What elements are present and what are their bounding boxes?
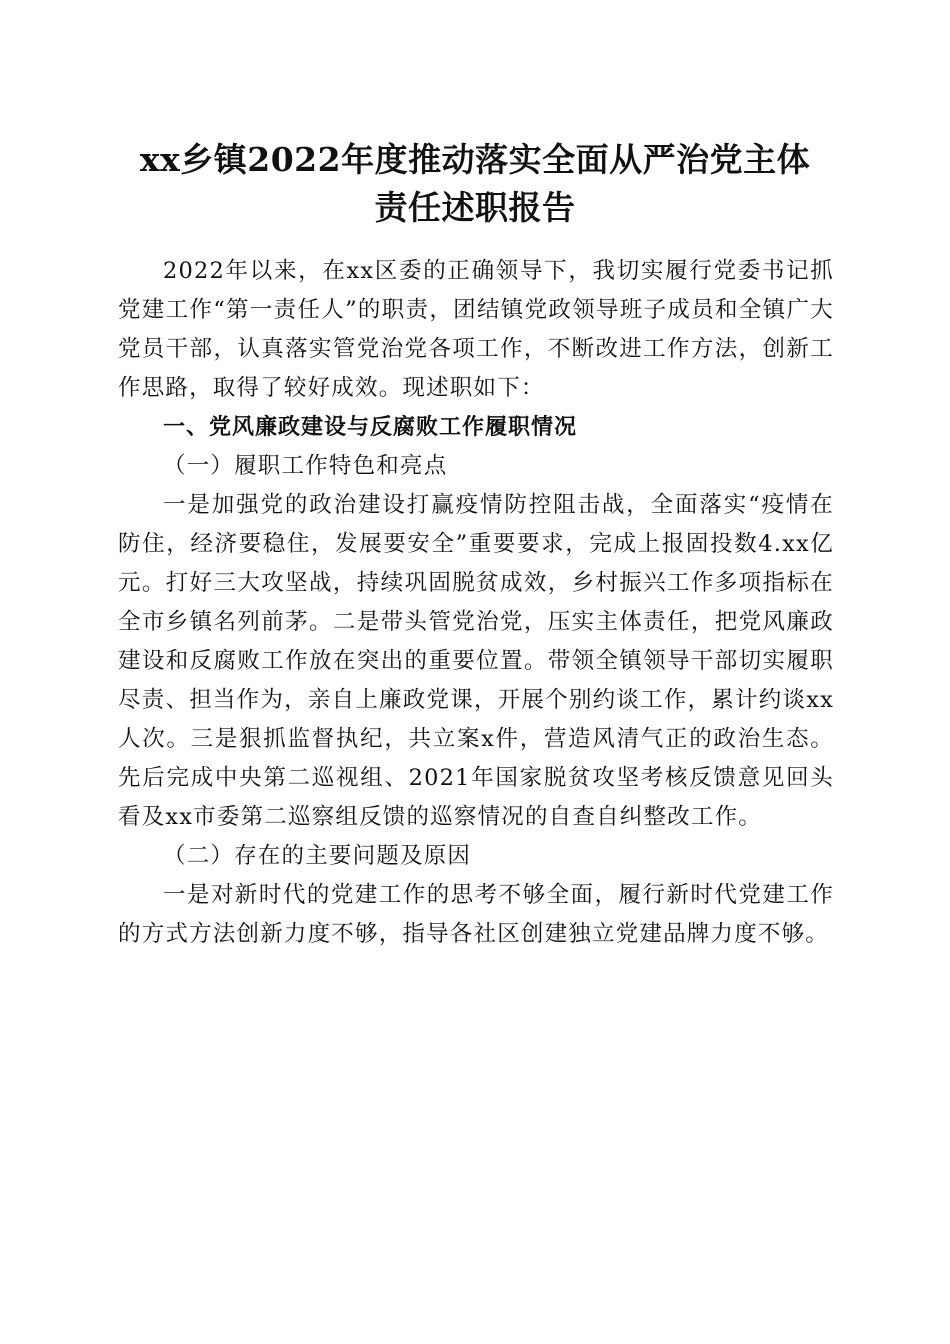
title-line-2: 责任述职报告	[374, 188, 576, 227]
subsection-heading-2: （二）存在的主要问题及原因	[163, 843, 472, 869]
section-heading-1: 一、党风廉政建设与反腐败工作履职情况	[163, 415, 578, 440]
title-line-1: xx乡镇2022年度推动落实全面从严治党主体	[139, 140, 811, 179]
intro-paragraph: 2022年以来，在xx区委的正确领导下，我切实履行党委书记抓党建工作“第一责任人”的职责，团结镇党政领导班子成员和全镇广大党员干部，认真落实管党治党各项工作，不断改进工作方法，创新工作思路，取得了较好成效。现述职如下：	[118, 258, 834, 401]
document-title	[110, 136, 840, 232]
subsection-heading-1: （一）履职工作特色和亮点	[163, 453, 448, 479]
subsection-body-1: 一是加强党的政治建设打赢疫情防控阻击战，全面落实“疫情在防住，经济要稳住，发展要安全”重要要求，完成上报固投数4.xx亿元。打好三大攻坚战，持续巩固脱贫成效，乡村振兴工作多项指标在全市乡镇名列前茅。二是带头管党治党，压实主体责任，把党风廉政建设和反腐败工作放在突出的重要位置。带领全镇领导干部切实履职尽责、担当作为，亲自上廉政党课，开展个别约谈工作，累计约谈xx人次。三是狠抓监督执纪，共立案x件，营造风清气正的政治生态。先后完成中央第二巡视组、2021年国家脱贫攻坚考核反馈意见回头看及xx市委第二巡察组反馈的巡察情况的自查自纠整改工作。	[118, 492, 834, 830]
subsection-body-2: 一是对新时代的党建工作的思考不够全面，履行新时代党建工作的方式方法创新力度不够，指导各社区创建独立党建品牌力度不够。	[118, 882, 834, 947]
document-body	[118, 252, 834, 954]
